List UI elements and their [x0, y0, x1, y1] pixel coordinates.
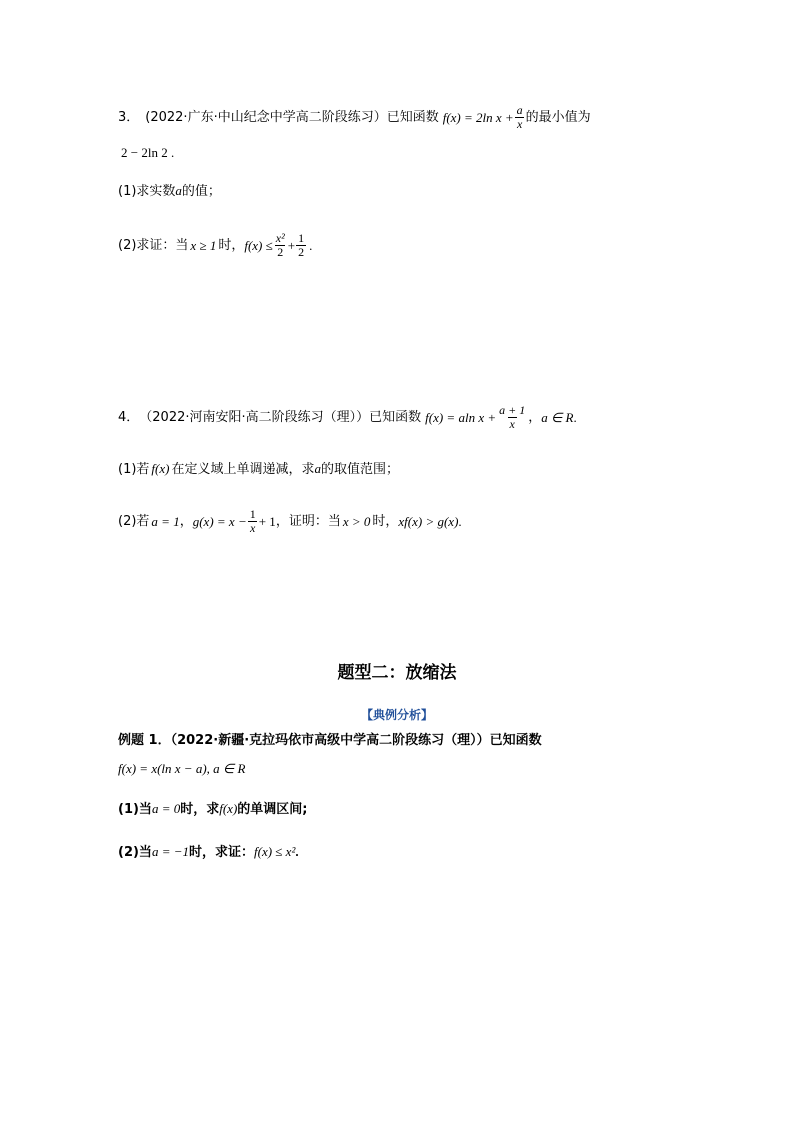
q3-part2-mid: 时，: [218, 237, 245, 253]
q4-function: f(x) = aln x +: [425, 409, 497, 425]
example-part1-function: f(x): [219, 801, 238, 816]
analysis-tag: 【典例分析】: [360, 708, 433, 722]
q3-fraction: [515, 104, 525, 131]
section-title: 题型二：放缩法: [337, 663, 457, 683]
example-part1-prefix: (1)当: [118, 802, 152, 817]
q4-part2-mid2: 时，: [372, 513, 399, 529]
q4-part2-g-tail: + 1: [258, 513, 276, 529]
example-part1-condition: a = 0: [151, 801, 181, 816]
q3-part2-prefix: (2)求证：当: [118, 237, 189, 253]
q3-part2-fraction-1: [274, 232, 287, 259]
q3-part2-fraction-2: [296, 232, 306, 259]
q4-part1-tail: 的取值范围；: [320, 462, 399, 477]
q4-domain: a ∈ R: [541, 409, 574, 425]
q3-part2-fraction-2-numerator: 1: [298, 230, 305, 245]
example-part2-inequality: f(x) ≤ x²: [254, 844, 296, 859]
q3-fraction-numerator: a: [516, 102, 523, 117]
q3-part1-var: a: [175, 183, 182, 198]
q3-part2: [118, 228, 312, 262]
q4-part2-fraction: [248, 508, 258, 535]
q3-part2-plus: +: [287, 237, 296, 253]
q4-separator: ，: [528, 409, 542, 425]
q4-number: 4．: [118, 409, 140, 425]
q4-part1-function: f(x): [151, 461, 170, 476]
example-part1-mid: 时，求: [180, 802, 220, 817]
q3-part2-condition: x ≥ 1: [190, 237, 217, 253]
q4-part2-fraction-numerator: 1: [249, 506, 256, 521]
example-part1-tail: 的单调区间;: [237, 802, 308, 817]
q3-part2-end: .: [309, 237, 313, 253]
q4-part2-prefix: (2)若: [118, 513, 150, 529]
q4-fraction: [497, 404, 527, 431]
q4-fraction-numerator: a + 1: [499, 402, 526, 417]
example-part2-mid: 时，求证：: [188, 845, 254, 860]
q3-part1-prefix: (1)求实数: [118, 184, 176, 199]
q4-part2: [118, 504, 462, 538]
q4-part1-prefix: (1)若: [118, 462, 150, 477]
q3-part2-lhs: f(x) ≤: [244, 237, 273, 253]
q4-part2-separator: ，: [179, 513, 193, 529]
q3-function: f(x) = 2ln x +: [442, 109, 514, 125]
example-part2-condition: a = −1: [151, 844, 189, 859]
q3-part2-fraction-1-numerator: x²: [275, 230, 285, 245]
q3-part2-fraction-2-denominator: 2: [298, 244, 305, 259]
q3-source: (2022·广东·中山纪念中学高二阶段练习）已知函数: [145, 109, 439, 125]
q4-part1-var: a: [314, 461, 321, 476]
q3-part1-tail: 的值；: [181, 184, 221, 199]
q3-number: 3．: [118, 109, 140, 125]
q4-part1-mid: 在定义域上单调递减，求: [171, 462, 315, 477]
example-part2-end: .: [295, 844, 299, 859]
q4-part2-a: a = 1: [151, 513, 180, 529]
q3-part2-fraction-1-denominator: 2: [277, 244, 284, 259]
q4-part2-condition: x > 0: [342, 513, 371, 529]
q3-fraction-denominator: x: [517, 116, 523, 131]
q4-stem: [118, 400, 577, 434]
q4-source: （2022·河南安阳·高二阶段练习（理））已知函数: [139, 409, 422, 425]
q4-part2-inequality: xf(x) > g(x): [398, 513, 459, 529]
q4-end: .: [573, 409, 577, 425]
example-part2-prefix: (2)当: [118, 845, 152, 860]
q3-min-value: 2 − 2ln 2 .: [121, 145, 175, 160]
example-part2: [118, 845, 299, 859]
example-function: f(x) = x(ln x − a), a ∈ R: [118, 761, 246, 776]
q3-tail: 的最小值为: [525, 109, 591, 125]
q4-part2-fraction-denominator: x: [250, 520, 256, 535]
q4-fraction-denominator: x: [509, 416, 515, 431]
example-label: 例题 1．（2022·新疆·克拉玛依市高级中学高二阶段练习（理））已知函数: [118, 733, 542, 748]
q4-part2-end: .: [458, 513, 462, 529]
q3-stem: [118, 104, 591, 130]
q4-part1: [118, 462, 399, 476]
q4-part2-mid: ，证明：当: [275, 513, 341, 529]
q3-part1: [118, 184, 221, 198]
q4-part2-g: g(x) = x −: [192, 513, 247, 529]
example-part1: [118, 802, 307, 816]
